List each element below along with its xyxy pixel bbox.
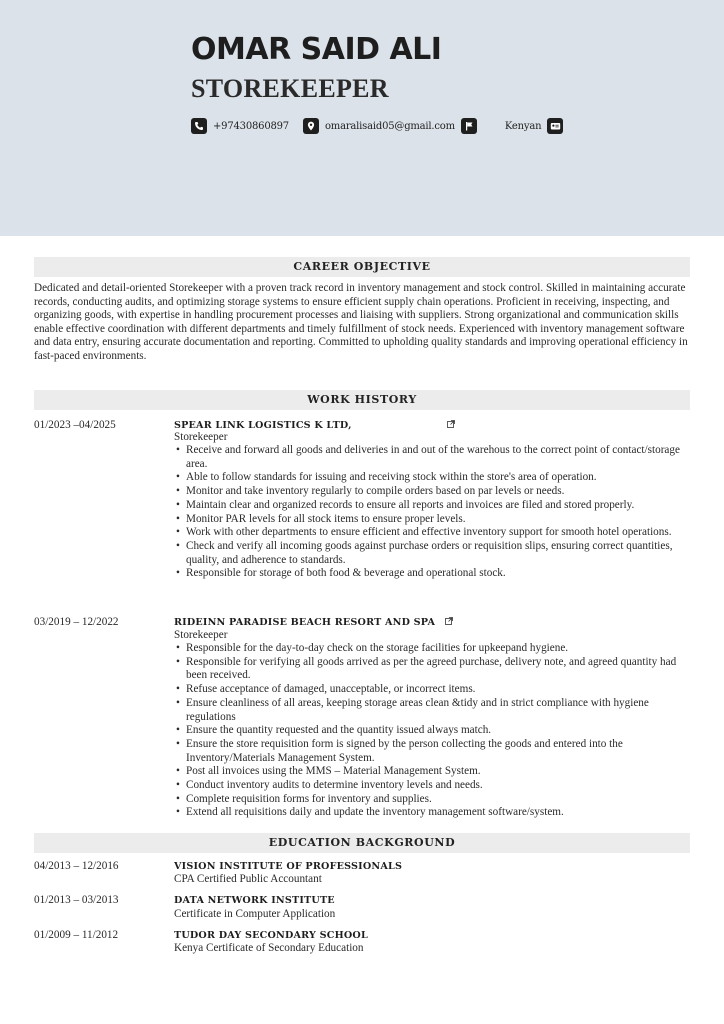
list-item: • Responsible for storage of both food & beverage and operational stock. (174, 567, 690, 581)
list-item: • Work with other departments to ensure efficient and effective inventory support for smooth hotel operations. (174, 526, 690, 540)
list-item: • Conduct inventory audits to determine inventory levels and needs. (174, 779, 690, 793)
section-heading-education: EDUCATION BACKGROUND (34, 833, 690, 853)
candidate-name: OMAR SAID ALI (191, 32, 442, 67)
career-objective-text: Dedicated and detail-oriented Storekeeper with a proven track record in inventory management and stock control. Skilled in maintaining accurate records, conducting audits, and optimizing storage systems to ensure efficient supply chain operations. Proficient in receiving, inspecting, and organizing goods, with expertise in handling procurement processes and liaising with suppliers. Strong organizational and communication skills enable effective coordination with different departments and timely fulfillment of stock needs. Experienced with inventory management software and data entry, ensuring accurate documentation and reporting. Committed to upholding quality standards and improving operational efficiency in fast-paced environments. (34, 282, 688, 362)
education-dates: 01/2009 – 11/2012 (34, 929, 119, 941)
list-item: • Monitor and take inventory regularly to compile orders based on par levels or needs. (174, 485, 690, 499)
section-heading-career-objective: CAREER OBJECTIVE (34, 257, 690, 277)
list-item: • Responsible for the day-to-day check on the storage facilities for upkeepand hygiene. (174, 642, 690, 656)
job-duties-list (174, 444, 690, 581)
email-text[interactable]: omaralisaid05@gmail.com (324, 120, 455, 132)
education-school: VISION INSTITUTE OF PROFESSIONALS (174, 861, 403, 872)
education-degree: Certificate in Computer Application (174, 908, 336, 920)
contact-row (191, 117, 563, 135)
education-dates: 01/2013 – 03/2013 (34, 894, 119, 906)
job-dates: 01/2023 –04/2025 (34, 419, 116, 431)
company-name: RIDEINN PARADISE BEACH RESORT AND SPA (174, 617, 436, 628)
section-heading-work-history: WORK HISTORY (34, 390, 690, 410)
nationality-text: Kenyan (504, 120, 542, 132)
education-degree: CPA Certified Public Accountant (174, 873, 322, 885)
list-item: • Complete requisition forms for inventory and supplies. (174, 793, 690, 807)
phone-icon (191, 118, 207, 134)
education-degree: Kenya Certificate of Secondary Education (174, 942, 364, 954)
list-item: • Monitor PAR levels for all stock items to ensure proper levels. (174, 513, 690, 527)
list-item: • Ensure the store requisition form is signed by the person collecting the goods and entered into the Inventory/Materials Management System. (174, 738, 690, 765)
list-item: • Responsible for verifying all goods arrived as per the agreed purchase, delivery note, and agreed quantity had been received. (174, 656, 690, 683)
candidate-role: STOREKEEPER (191, 74, 389, 103)
list-item: • Check and verify all incoming goods against purchase orders or requisition slips, ensuring correct quantities, quality, and adherence to standards. (174, 540, 690, 567)
external-link-icon[interactable] (447, 420, 455, 431)
list-item: • Ensure the quantity requested and the quantity issued always match. (174, 724, 690, 738)
list-item: • Refuse acceptance of damaged, unacceptable, or incorrect items. (174, 683, 690, 697)
email-icon (303, 118, 319, 134)
external-link-icon[interactable] (445, 617, 453, 628)
list-item: • Post all invoices using the MMS – Material Management System. (174, 765, 690, 779)
flag-icon (461, 118, 477, 134)
job-duties-list (174, 642, 690, 820)
list-item: • Ensure cleanliness of all areas, keeping storage areas clean &tidy and in strict compliance with hygiene regulations (174, 697, 690, 724)
education-school: DATA NETWORK INSTITUTE (174, 895, 335, 906)
job-title: Storekeeper (174, 629, 228, 641)
job-company (174, 617, 453, 628)
education-school: TUDOR DAY SECONDARY SCHOOL (174, 930, 368, 941)
header-banner (0, 0, 724, 236)
list-item: • Maintain clear and organized records to ensure all reports and invoices are filed and stored properly. (174, 499, 690, 513)
list-item: • Extend all requisitions daily and update the inventory management software/system. (174, 806, 690, 820)
job-company (174, 420, 455, 431)
company-name: SPEAR LINK LOGISTICS K LTD, (174, 420, 352, 431)
job-dates: 03/2019 – 12/2022 (34, 616, 119, 628)
list-item: • Receive and forward all goods and deliveries in and out of the warehous to the correct point of contact/storage area. (174, 444, 690, 471)
id-card-icon (547, 118, 563, 134)
job-title: Storekeeper (174, 431, 228, 443)
education-dates: 04/2013 – 12/2016 (34, 860, 119, 872)
list-item: • Able to follow standards for issuing and receiving stock within the store's area of operation. (174, 471, 690, 485)
phone-text[interactable]: +97430860897 (213, 120, 289, 132)
